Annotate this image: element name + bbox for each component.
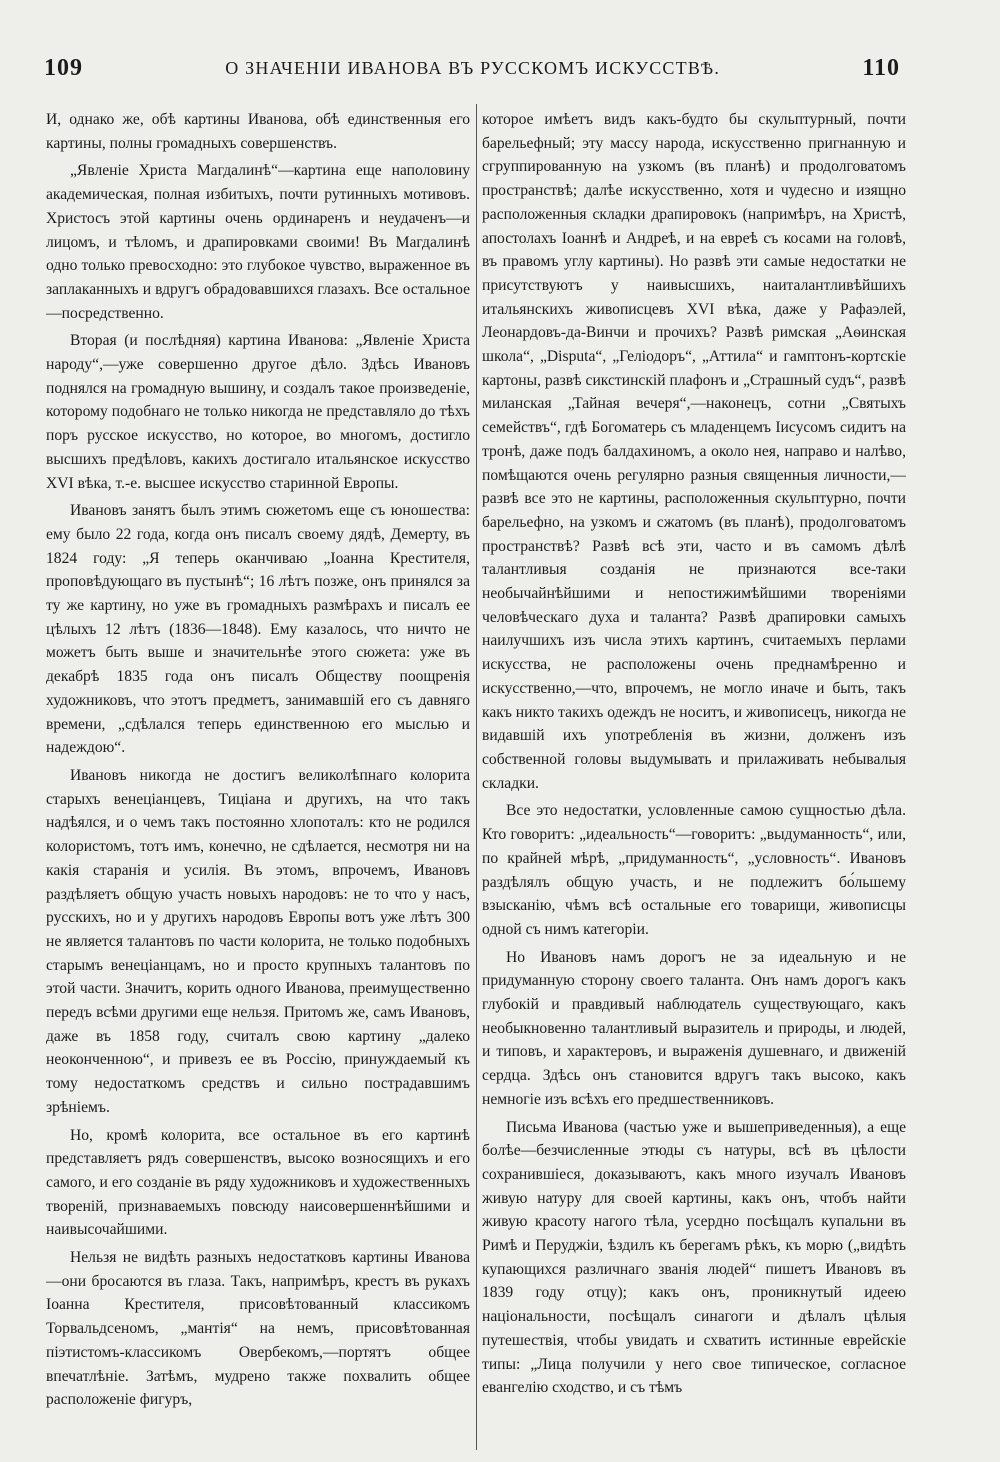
paragraph: Нельзя не видѣть разныхъ недостатковъ картины Иванова—они бросаются въ глаза. Такъ, напримѣръ, крестъ въ рукахъ Іоанна Крестителя, присовѣтованный классикомъ Торвальдсеномъ, „мантія“ на немъ, присовѣтованная піэтистомъ-классикомъ Овербекомъ,—портятъ общее впечатлѣніе. Затѣмъ, мудрено также похвалить общее расположеніе фигуръ, xyxy=(46,1249,470,1409)
paragraph: Но Ивановъ намъ дорогъ не за идеальную и не придуманную сторону своего таланта. Онъ намъ дорогъ какъ глубокій и правдивый наблюдатель существующаго, какъ необыкновенно талантливый выразитель и природы, и людей, и типовъ, и характеровъ, и выраженія душевнаго, и движеній сердца. Здѣсь онъ становится вдругъ такъ высоко, какъ немногіе изъ всѣхъ его предшественниковъ. xyxy=(482,948,906,1108)
column-divider xyxy=(476,104,477,1450)
paragraph: Но, кромѣ колорита, все остальное въ его картинѣ представляетъ рядъ совершенствъ, высоко возносящихъ и его самого, и его созданіе въ ряду художниковъ и художественныхъ твореній, признаваемыхъ повсюду наисовершеннѣйшими и наивысочайшими. xyxy=(46,1126,470,1239)
left-column xyxy=(46,108,470,1453)
paragraph: „Явленіе Христа Магдалинѣ“—картина еще наполовину академическая, полная избитыхъ, почти рутинныхъ мотивовъ. Христосъ этой картины очень ординаренъ и неудаченъ—и лицомъ, и тѣломъ, и драпировками своими! Въ Магдалинѣ одно только превосходно: это глубокое чувство, выраженное въ заплаканныхъ и вдругъ обрадовавшихся глазахъ. Все остальное—посредственно. xyxy=(46,162,470,322)
right-page-number: 110 xyxy=(862,54,900,81)
paragraph: которое имѣетъ видъ какъ-будто бы скульптурный, почти барельефный; эту массу народа, искусственно пригнанную и сгруппированную на узкомъ (въ планѣ) и продолговатомъ пространствѣ; далѣе искусственно, хотя и чудесно и изящно расположенныя складки драпировокъ (напримѣръ, на Христѣ, апостолахъ Іоаннѣ и Андреѣ, и на евреѣ съ косами на головѣ, въ правомъ углу картины). Но развѣ эти самые недостатки не присутствуютъ у наивысшихъ, наиталантливѣйшихъ итальянскихъ живописцевъ XVI вѣка, даже у Рафаэлей, Леонардовъ-да-Винчи и прочихъ? Развѣ римская „Аѳинская школа“, „Disputa“, „Геліодоръ“, „Аттила“ и гамптонъ-кортскіе картоны, развѣ сикстинскій плафонъ и „Страшный судъ“, развѣ миланская „Тайная вечеря“,—наконецъ, сотни „Святыхъ семействъ“, гдѣ Богоматерь съ младенцемъ Іисусомъ сидитъ на тронѣ, даже подъ балдахиномъ, а около нея, направо и налѣво, помѣщаются очень регулярно разныя священныя личности,—развѣ все это не картины, расположенныя скульптурно, почти барельефно, на узкомъ и сжатомъ (въ планѣ), продолговатомъ пространствѣ? Развѣ всѣ эти, часто и въ самомъ дѣлѣ талантливыя созданія не признаются все-таки необычайнѣйшими и непостижимѣйшими твореніями человѣческаго духа и таланта? Развѣ драпировки самыхъ наилучшихъ изъ числа этихъ картинъ, считаемыхъ перлами искусства, не расположены очень преднамѣренно и искусственно,—что, впрочемъ, не могло иначе и быть, такъ какъ никто такихъ одеждъ не носитъ, и живописецъ, никогда не видавшій ихъ употребленія въ жизни, долженъ изъ собственной головы выдумывать и прилаживать небывалыя складки. xyxy=(482,111,906,792)
page-header xyxy=(44,50,900,86)
paragraph: Ивановъ занятъ былъ этимъ сюжетомъ еще съ юношества: ему было 22 года, когда онъ писалъ своему дядѣ, Демерту, въ 1824 году: „Я теперь оканчиваю „Іоанна Крестителя, проповѣдующаго въ пустынѣ“; 16 лѣтъ позже, онъ принялся за ту же картину, но уже въ громадныхъ размѣрахъ и писалъ ее цѣлыхъ 12 лѣтъ (1836—1848). Ему казалось, что ничто не можетъ быть выше и значительнѣе этого сюжета: уже въ декабрѣ 1835 года онъ писалъ Обществу поощренія художниковъ, что этотъ предметъ, занимавшій его съ давняго времени, „сдѣлался теперь единственною его мыслью и надеждою“. xyxy=(46,502,470,757)
right-column xyxy=(482,108,906,1453)
paragraph: Вторая (и послѣдняя) картина Иванова: „Явленіе Христа народу“,—уже совершенно другое дѣло. Здѣсь Ивановъ поднялся на громадную вышину, и создалъ такое произведеніе, которому подобнаго не только никогда не представляло до тѣхъ поръ русское искусство, но которое, во многомъ, достигло высшихъ предѣловъ, какихъ достигало итальянское искусство XVI вѣка, т.-е. высшее искусство старинной Европы. xyxy=(46,332,470,492)
paragraph: Письма Иванова (частью уже и вышеприведенныя), а еще болѣе—безчисленные этюды съ натуры, всѣ въ цѣлости сохранившіеся, доказываютъ, какъ много изучалъ Ивановъ живую натуру для своей картины, какъ онъ, чтобъ найти живую красоту нагого тѣла, усердно посѣщалъ купальни въ Римѣ и Перуджіи, ѣздилъ къ берегамъ рѣкъ, къ морю („видѣть купающихся различнаго званія людей“ пишетъ Ивановъ въ 1839 году отцу); какъ онъ, проникнутый идеею національности, посѣщалъ синагоги и дѣлалъ цѣлыя путешествія, чтобы увидать и схватить истинные еврейскіе типы: „Лица получили у него свое типическое, согласное евангелію сходство, и съ тѣмъ xyxy=(482,1118,906,1397)
paragraph: И, однако же, обѣ картины Иванова, обѣ единственныя его картины, полны громадныхъ совершенствъ. xyxy=(46,111,470,152)
running-title: О ЗНАЧЕНІИ ИВАНОВА ВЪ РУССКОМЪ ИСКУССТВѢ. xyxy=(225,57,721,78)
left-page-number: 109 xyxy=(44,54,83,81)
paragraph: Все это недостатки, условленные самою сущностью дѣла. Кто говоритъ: „идеальность“—говоритъ: „выдуманность“, или, по крайней мѣрѣ, „придуманность“, „условность“. Ивановъ раздѣлялъ общую участь, и не подлежитъ бо́льшему взысканію, чѣмъ всѣ остальные его товарищи, живописцы одной съ нимъ категоріи. xyxy=(482,802,906,938)
paragraph: Ивановъ никогда не достигъ великолѣпнаго колорита старыхъ венеціанцевъ, Тиціана и другихъ, на что такъ надѣялся, и о чемъ такъ постоянно хлопоталъ: кто не родился колористомъ, тотъ имъ, конечно, не сдѣлается, несмотря ни на какія старанія и усилія. Въ этомъ, впрочемъ, Ивановъ раздѣляетъ общую участь новыхъ народовъ: не то что у насъ, русскихъ, но и у другихъ народовъ Европы вотъ уже лѣтъ 300 не является талантовъ по части колорита, не только подобныхъ старымъ венеціанцамъ, но и просто крупныхъ талантовъ по этой части. Значитъ, корить одного Иванова, преимущественно передъ всѣми другими еще нельзя. Притомъ же, самъ Ивановъ, даже въ 1858 году, считалъ свою картину „далеко неоконченною“, и привезъ ее въ Россію, принуждаемый къ тому недостаткомъ средствъ и сильно пострадавшимъ зрѣніемъ. xyxy=(46,766,470,1116)
